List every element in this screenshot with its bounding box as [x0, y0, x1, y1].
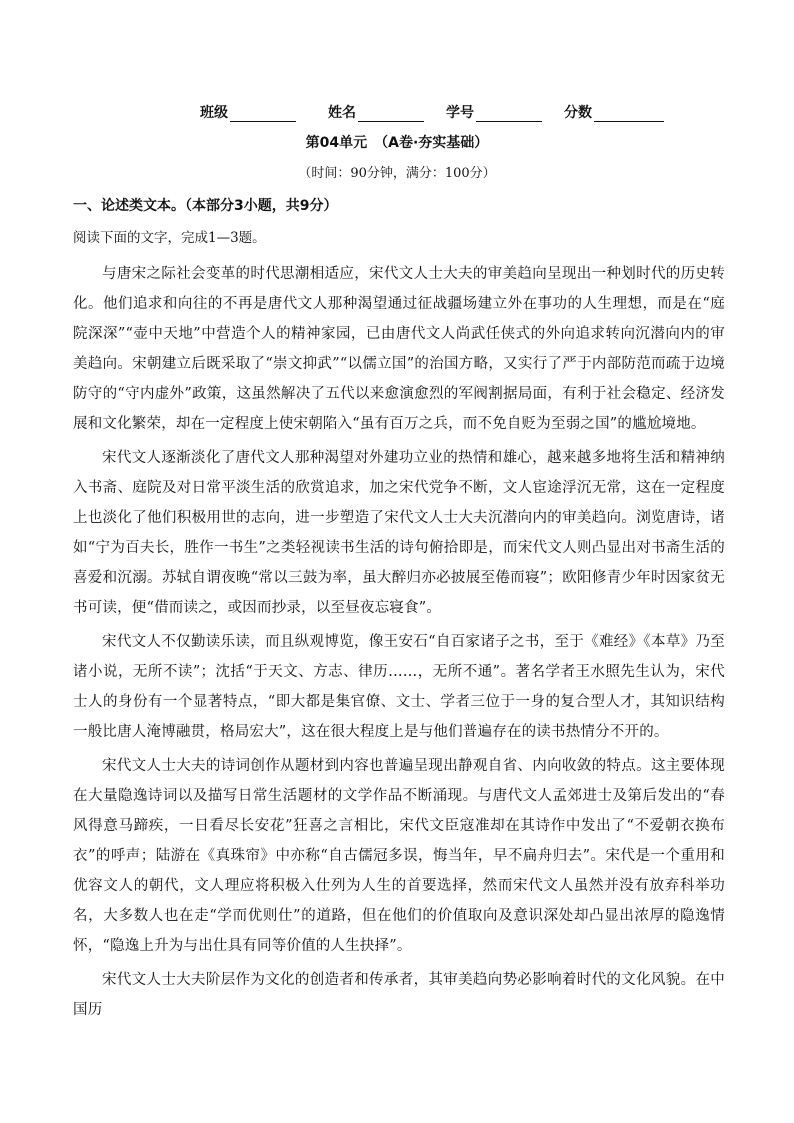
student-id-blank[interactable] — [476, 107, 542, 122]
name-label: 姓名 — [328, 105, 356, 121]
unit-title: 第04单元 （A卷·夯实基础） — [305, 135, 489, 151]
passage-paragraph-3: 宋代文人不仅勤读乐读，而且纵观博览，像王安石“自百家诸子之书，至于《难经》《本草》乃至诸小说，无所不读”；沈括“于天文、方志、律历……，无所不通”。著名学者王水照先生认为，宋代士人的身份有一个显著特点，“即大都是集官僚、文士、学者三位于一身的复合型人才，其知识结构一般比唐人淹博融贯，格局宏大”，这在很大程度上是与他们普遍存在的读书热情分不开的。 — [73, 634, 725, 740]
passage-paragraph-5: 宋代文人士大夫阶层作为文化的创造者和传承者，其审美趋向势必影响着时代的文化风貌。在中国历 — [73, 972, 725, 1018]
student-info-row — [200, 104, 680, 124]
passage-paragraph-1: 与唐宋之际社会变革的时代思潮相适应，宋代文人士大夫的审美趋向呈现出一种划时代的历史转化。他们追求和向往的不再是唐代文人那种渴望通过征战疆场建立外在事功的人生理想，而是在“庭院深深”“壶中天地”中营造个人的精神家园，已由唐代文人尚武任侠式的外向追求转向沉潜向内的审美趋向。宋朝建立后既采取了“崇文抑武”“以儒立国”的治国方略，又实行了严于内部防范而疏于边境防守的“守内虚外”政策，这虽然解决了五代以来愈演愈烈的军阀割据局面，有利于社会稳定、经济发展和文化繁荣，却在一定程度上使宋朝陷入“虽有百万之兵，而不免自贬为至弱之国”的尴尬境地。 — [73, 266, 725, 432]
passage-paragraph-4: 宋代文人士大夫的诗词创作从题材到内容也普遍呈现出静观自省、内向收敛的特点。这主要体现在大量隐逸诗词以及描写日常生活题材的文学作品不断涌现。与唐代文人孟郊进士及第后发出的“春风得意马蹄疾，一日看尽长安花”狂喜之言相比，宋代文臣寇准却在其诗作中发出了“不爱朝衣换布衣”的呼声；陆游在《真珠帘》中亦称“自古儒冠多误，悔当年，早不扁舟归去”。宋代是一个重用和优容文人的朝代，文人理应将积极入仕列为人生的首要选择，然而宋代文人虽然并没有放弃科举功名，大多数人也在走“学而优则仕”的道路，但在他们的价值取向及意识深处却凸显出浓厚的隐逸情怀，“隐逸上升为与出仕具有同等价值的人生抉择”。 — [73, 758, 725, 954]
student-id-label: 学号 — [446, 105, 474, 121]
score-label: 分数 — [564, 105, 592, 121]
time-note: （时间：90分钟，满分：100分） — [298, 166, 496, 181]
score-blank[interactable] — [594, 107, 664, 122]
class-blank[interactable] — [230, 107, 296, 122]
section-heading: 一、论述类文本。（本部分3小题，共9分） — [73, 198, 338, 214]
score-field — [564, 104, 664, 122]
student-id-field — [446, 104, 542, 122]
name-blank[interactable] — [358, 107, 424, 122]
class-field — [200, 104, 296, 122]
passage — [73, 259, 725, 1029]
passage-paragraph-2: 宋代文人逐渐淡化了唐代文人那种渴望对外建功立业的热情和雄心，越来越多地将生活和精神纳入书斋、庭院及对日常平淡生活的欣赏追求，加之宋代党争不断，文人宦途浮沉无常，这在一定程度上也淡化了他们积极用世的志向，进一步塑造了宋代文人士大夫沉潜向内的审美趋向。浏览唐诗，诸如“宁为百夫长，胜作一书生”之类轻视读书生活的诗句俯拾即是，而宋代文人则凸显出对书斋生活的喜爱和沉溺。苏轼自谓夜晚“常以三鼓为率，虽大醉归亦必披展至倦而寝”；欧阳修青少年时因家贫无书可读，便“借而读之，或因而抄录，以至昼夜忘寝食”。 — [73, 450, 725, 616]
class-label: 班级 — [200, 105, 228, 121]
name-field — [328, 104, 424, 122]
reading-instruction: 阅读下面的文字，完成1—3题。 — [73, 230, 266, 246]
